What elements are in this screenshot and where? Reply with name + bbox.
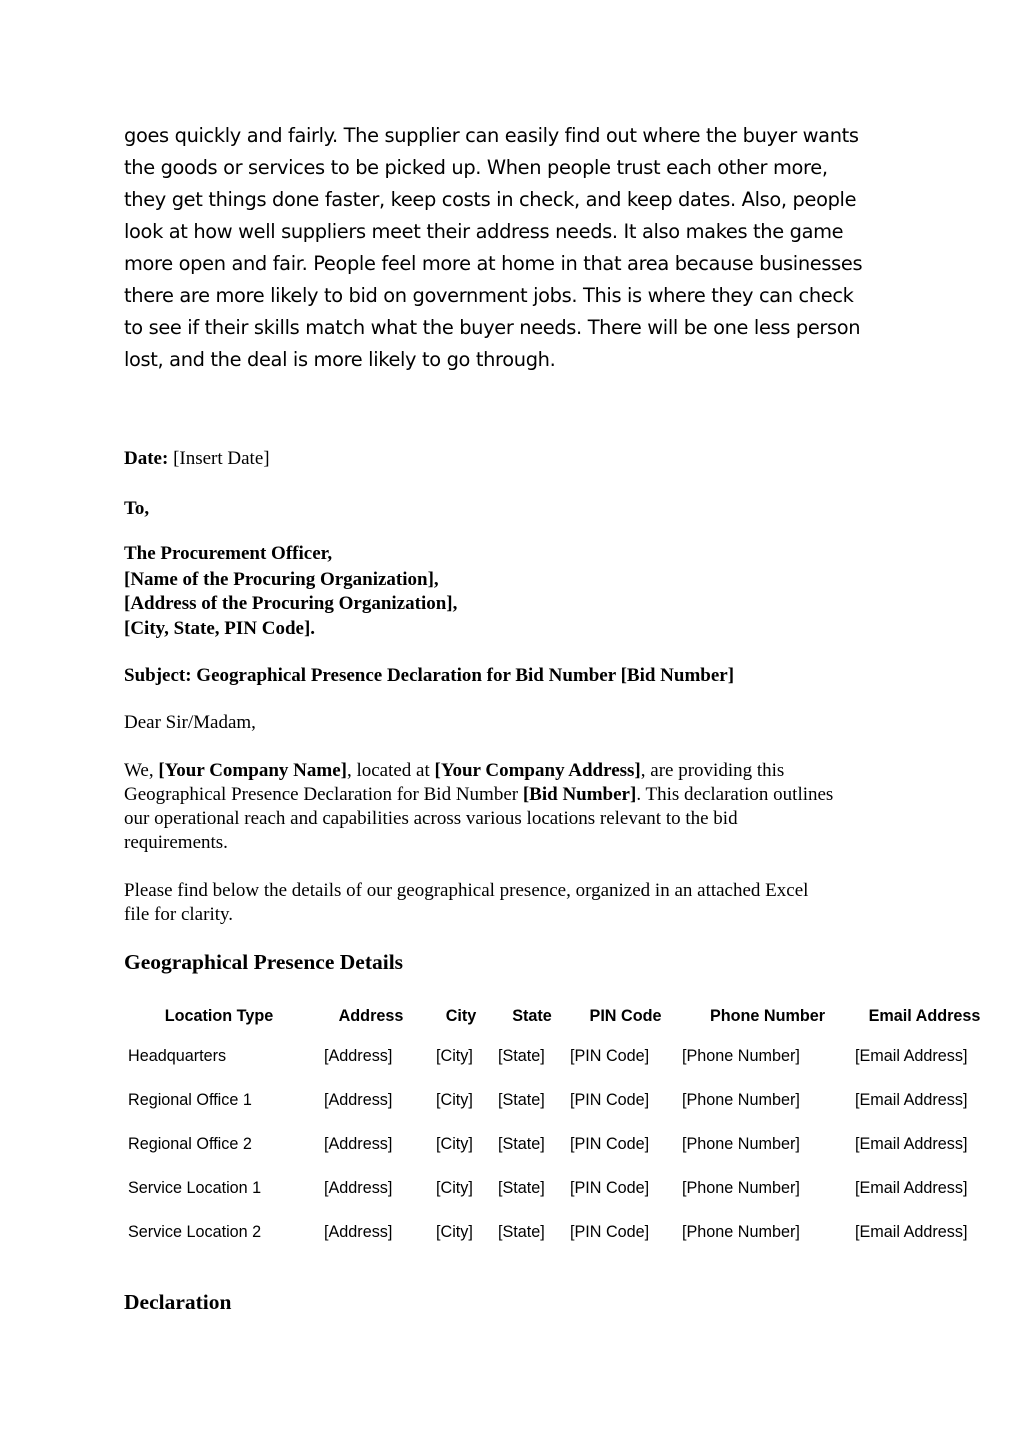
table-cell: [City] bbox=[436, 1222, 473, 1241]
table-cell: Service Location 1 bbox=[128, 1178, 262, 1197]
table-cell: [City] bbox=[436, 1090, 473, 1109]
subject-line: Subject: Geographical Presence Declaration for Bid Number [Bid Number] bbox=[124, 665, 735, 686]
table-cell: [City] bbox=[436, 1046, 473, 1065]
column-header: State bbox=[512, 1006, 552, 1025]
greeting: Dear Sir/Madam, bbox=[124, 712, 256, 733]
body-line-3: our operational reach and capabilities across various locations relevant to the bid bbox=[124, 808, 738, 829]
intro-line: the goods or services to be picked up. When people trust each other more, bbox=[124, 156, 828, 179]
details-line: file for clarity. bbox=[124, 904, 234, 925]
table-cell: [Email Address] bbox=[855, 1222, 968, 1241]
table-cell: [Phone Number] bbox=[682, 1222, 800, 1241]
intro-line: there are more likely to bid on government jobs. This is where they can check bbox=[124, 284, 854, 307]
section-heading: Geographical Presence Details bbox=[124, 950, 404, 974]
intro-line: lost, and the deal is more likely to go through. bbox=[124, 348, 556, 371]
body-line-1 bbox=[124, 759, 784, 783]
table-row bbox=[124, 1210, 995, 1254]
table-cell: [Phone Number] bbox=[682, 1090, 800, 1109]
table-cell: [State] bbox=[498, 1222, 545, 1241]
table-cell: [PIN Code] bbox=[570, 1046, 650, 1065]
intro-line: they get things done faster, keep costs in check, and keep dates. Also, people bbox=[124, 188, 857, 211]
table-cell: [PIN Code] bbox=[570, 1090, 650, 1109]
table-cell: [Email Address] bbox=[855, 1046, 968, 1065]
details-line: Please find below the details of our geographical presence, organized in an attached Excel bbox=[124, 880, 809, 901]
body-line-4: requirements. bbox=[124, 832, 228, 853]
body-text: . This declaration outlines bbox=[636, 784, 834, 805]
company-name: [Your Company Name] bbox=[158, 760, 347, 781]
table-cell: Regional Office 1 bbox=[128, 1090, 252, 1109]
table-header-row bbox=[124, 998, 995, 1034]
column-header: Email Address bbox=[868, 1006, 981, 1025]
table-cell: [Address] bbox=[324, 1222, 393, 1241]
table-cell: [Phone Number] bbox=[682, 1178, 800, 1197]
declaration-heading: Declaration bbox=[124, 1290, 232, 1314]
table-cell: [Address] bbox=[324, 1090, 393, 1109]
table-cell: [Address] bbox=[324, 1178, 393, 1197]
table-cell: [State] bbox=[498, 1134, 545, 1153]
date-label: Date: bbox=[124, 448, 169, 469]
table-cell: [PIN Code] bbox=[570, 1222, 650, 1241]
table-cell: Regional Office 2 bbox=[128, 1134, 252, 1153]
bid-number: [Bid Number] bbox=[522, 784, 637, 805]
intro-paragraph bbox=[124, 120, 914, 376]
table-cell: [Email Address] bbox=[855, 1134, 968, 1153]
recipient-line: [Address of the Procuring Organization], bbox=[124, 593, 458, 614]
company-address: [Your Company Address] bbox=[434, 760, 641, 781]
salutation-to: To, bbox=[124, 498, 150, 519]
presence-table bbox=[124, 998, 995, 1254]
table-cell: [Address] bbox=[324, 1134, 393, 1153]
column-header: Phone Number bbox=[709, 1006, 826, 1025]
recipient-line: [Name of the Procuring Organization], bbox=[124, 569, 439, 590]
table-cell: [Address] bbox=[324, 1046, 393, 1065]
table-cell: [PIN Code] bbox=[570, 1178, 650, 1197]
table-cell: [Phone Number] bbox=[682, 1134, 800, 1153]
intro-line: to see if their skills match what the buyer needs. There will be one less person bbox=[124, 316, 861, 339]
table-cell: [Email Address] bbox=[855, 1178, 968, 1197]
table-row bbox=[124, 1078, 995, 1122]
table-cell: Headquarters bbox=[128, 1046, 227, 1065]
table-cell: [Email Address] bbox=[855, 1090, 968, 1109]
body-text: We, bbox=[124, 760, 159, 781]
column-header: Address bbox=[338, 1006, 404, 1025]
recipient-line: [City, State, PIN Code]. bbox=[124, 618, 316, 639]
date-value: [Insert Date] bbox=[168, 448, 270, 469]
intro-line: more open and fair. People feel more at home in that area because businesses bbox=[124, 252, 863, 275]
recipient-line: The Procurement Officer, bbox=[124, 543, 333, 564]
table-row bbox=[124, 1122, 995, 1166]
table-cell: [State] bbox=[498, 1178, 545, 1197]
column-header: City bbox=[445, 1006, 477, 1025]
body-line-2 bbox=[124, 783, 833, 807]
table-row bbox=[124, 1166, 995, 1210]
table-cell: [City] bbox=[436, 1134, 473, 1153]
table-cell: [State] bbox=[498, 1090, 545, 1109]
table-cell: Service Location 2 bbox=[128, 1222, 262, 1241]
table-cell: [PIN Code] bbox=[570, 1134, 650, 1153]
date-line bbox=[124, 447, 270, 471]
column-header: PIN Code bbox=[589, 1006, 662, 1025]
table-cell: [State] bbox=[498, 1046, 545, 1065]
table-cell: [Phone Number] bbox=[682, 1046, 800, 1065]
table-row bbox=[124, 1034, 995, 1078]
body-text: , are providing this bbox=[640, 760, 785, 781]
table-cell: [City] bbox=[436, 1178, 473, 1197]
column-header: Location Type bbox=[164, 1006, 274, 1025]
body-text: Geographical Presence Declaration for Bid Number bbox=[124, 784, 523, 805]
intro-line: look at how well suppliers meet their address needs. It also makes the game bbox=[124, 220, 844, 243]
intro-line: goes quickly and fairly. The supplier can easily find out where the buyer wants bbox=[124, 124, 859, 147]
body-text: , located at bbox=[346, 760, 435, 781]
